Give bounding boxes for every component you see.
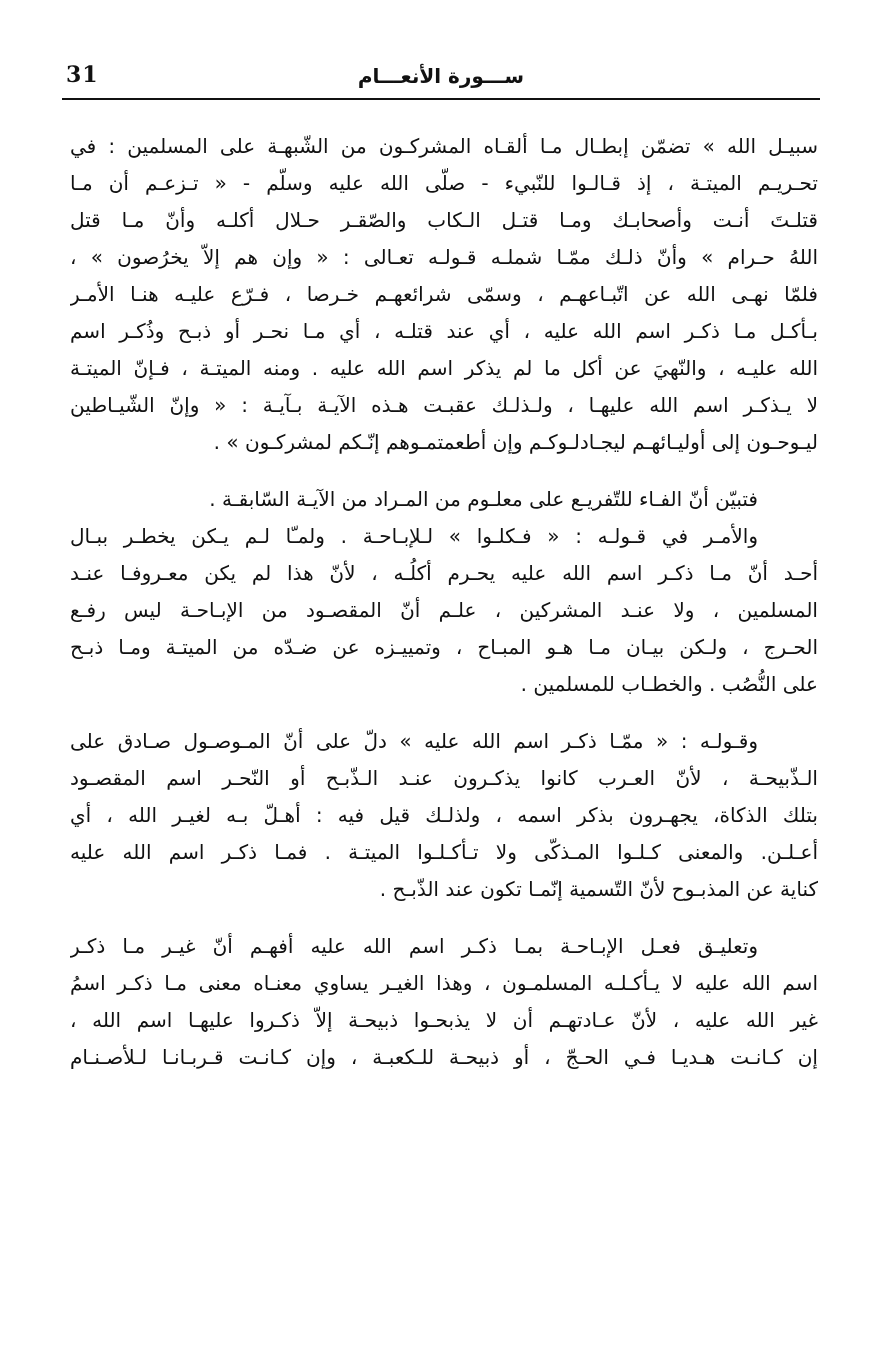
text-line: بـأكـل مـا ذكـر اسم الله عليه ، أي عند قتلـه ، أي مـا نحـر أو ذبـح وذُكـر اسم <box>70 319 818 343</box>
page-header <box>62 58 820 100</box>
text-line: لا يـذكـر اسم الله عليهـا ، ولـذلـك عقبـت هـذه الآيـة بـآيـة : « وإنّ الشّيـاطين <box>70 393 818 417</box>
header-rule <box>62 98 820 100</box>
text-line: فلمّا نهـى الله عن اتّبـاعهـم ، وسمّى شرائعهـم خـرصا ، فـرّع عليـه هنـا الأمـر <box>70 282 818 306</box>
paragraph-5 <box>70 928 818 1076</box>
text-line: كناية عن المذبـوح لأنّ التّسمية إنّمـا تكون عند الذّبـح . <box>379 877 818 901</box>
text-line: المسلمين ، ولا عنـد المشركين ، علـم أنّ المقصـود من الإبـاحـة ليس رفـع <box>70 598 818 622</box>
text-line: ليـوحـون إلى أوليـائهـم ليجـادلـوكـم وإن أطعمتمـوهم إنّـكم لمشركـون » . <box>213 430 818 454</box>
text-line: سبيـل الله » تضمّن إبطـال مـا ألقـاه المشركـون من الشّبهـة على المسلمين : في <box>70 134 818 158</box>
text-line: اسم الله عليه لا يـأكـلـه المسلمـون ، وهذا الغيـر يساوي معنـاه معنى مـا ذكـر اسمُ <box>70 971 818 995</box>
text-line: وتعليـق فعـل الإبـاحـة بمـا ذكـر اسم الله عليه أفهـم أنّ غيـر مـا ذكـر <box>70 934 758 958</box>
text-line: الـذّبيحـة ، لأنّ العـرب كانوا يذكـرون عنـد الـذّبـح أو النّحـر اسم المقصـود <box>70 766 818 790</box>
text-line: بتلك الذكاة، يجهـرون بذكر اسمه ، ولذلـك قيل فيه : أهـلّ بـه لغيـر الله ، أي <box>70 803 818 827</box>
body-text <box>70 128 818 1076</box>
paragraph-gap <box>70 703 818 723</box>
paragraph-3 <box>70 518 818 703</box>
text-line: الله عليـه ، والنّهيَ عن أكل ما لم يذكر اسم الله عليه . ومنه الميتـة ، فـإنّ الميتـة <box>70 356 818 380</box>
text-line: وقـولـه : « ممّـا ذكـر اسم الله عليه » دلّ على أنّ المـوصـول صـادق على <box>70 729 758 753</box>
paragraph-4 <box>70 723 818 908</box>
text-line: فتبيّن أنّ الفـاء للتّفريـع على معلـوم من المـراد من الآيـة السّابقـة . <box>209 487 758 511</box>
running-title: ســـورة الأنعـــام <box>357 64 525 88</box>
text-line: أحـد أنّ مـا ذكـر اسم الله عليه يحـرم أكلُـه ، لأنّ هذا لم يكن معـروفـا عنـد <box>70 561 818 585</box>
paragraph-1 <box>70 128 818 461</box>
text-line: تحـريـم الميتـة ، إذ قـالـوا للنّبيء - صلّى الله عليه وسلّم - « تـزعـم أن مـا <box>70 171 818 195</box>
text-line: إن كـانـت هـديـا فـي الحـجّ ، أو ذبيحـة للـكعبـة ، وإن كـانـت قـربـانـا لـلأصـنـام <box>70 1045 818 1069</box>
text-line: غير الله عليه ، لأنّ عـادتهـم أن لا يذبحـوا ذبيحـة إلاّ ذكـروا عليهـا اسم الله ، <box>70 1008 818 1032</box>
text-line: والأمـر في قـولـه : « فـكلـوا » لـلإبـاحـة . ولمـّا لـم يـكن يخطـر ببـال <box>70 524 758 548</box>
text-line: اللهُ حـرام » وأنّ ذلـك ممّـا شملـه قـولـه تعـالى : « وإن هم إلاّ يخرُصون » ، <box>70 245 818 269</box>
page-number: 31 <box>66 62 99 88</box>
text-line: الحـرج ، ولـكن بيـان مـا هـو المبـاح ، وتمييـزه عن ضـدّه من الميتـة ومـا ذبـح <box>70 635 818 659</box>
text-line: قتلـتَ أنـت وأصحابـك ومـا قتـل الـكاب والصّقـر حـلال أكلـه وأنّ مـا قتل <box>70 208 818 232</box>
paragraph-gap <box>70 908 818 928</box>
paragraph-gap <box>70 461 818 481</box>
paragraph-2 <box>70 481 818 518</box>
text-line: على النُّصُب . والخطـاب للمسلمين . <box>520 672 818 696</box>
text-line: أعـلـن. والمعنى كـلـوا المـذكّى ولا تـأكـلـوا الميتـة . فمـا ذكـر اسم الله عليه <box>70 840 818 864</box>
